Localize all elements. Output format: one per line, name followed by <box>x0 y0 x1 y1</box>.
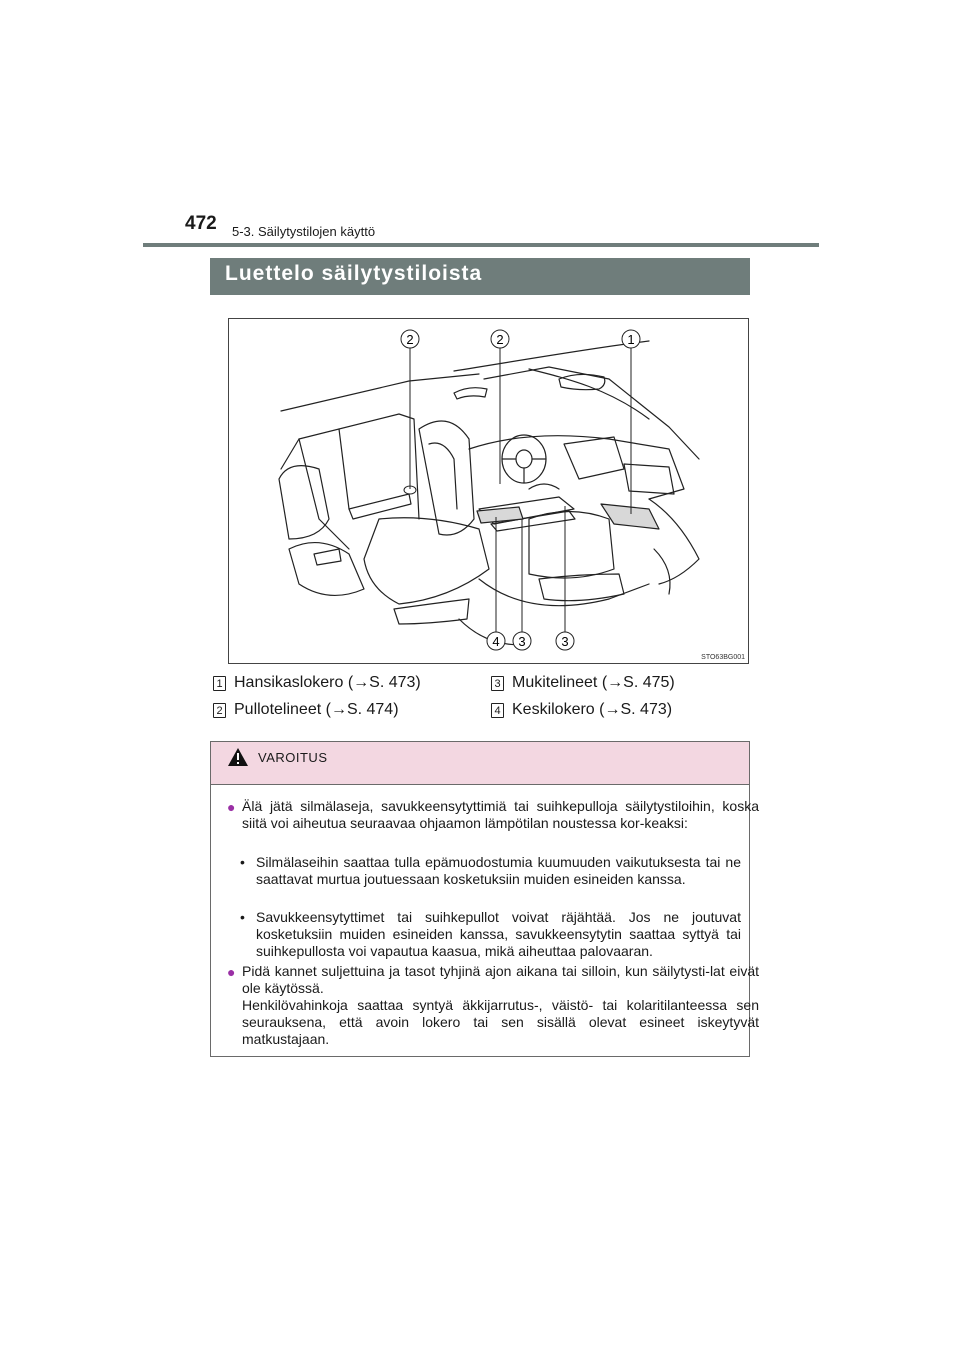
legend-text: Mukitelineet (→S. 475) <box>512 674 675 691</box>
callout-bottom-3 <box>556 632 574 650</box>
callout-top-1 <box>401 330 419 348</box>
callout-label: 1 <box>627 332 635 347</box>
legend-text: Keskilokero (→S. 473) <box>512 701 673 718</box>
warning-bullet-text: Henkilövahinkoja saattaa syntyä äkkijarrutus-, väistö- tai kolaritilanteessa sen seurauksena, että avoin lokero tai sen sisällä olevat esineet iskeytyvät matkustajaan. <box>242 997 759 1047</box>
warning-subitem-text: Savukkeensytyttimet tai suihkepullot voivat räjähtää. Jos ne joutuvat kosketuksiin muiden esineiden kanssa, savukkeensytytin saattaa syttyä tai suihkepullosta voi vapautua kaasua, mikä aiheuttaa palovaaran. <box>256 909 741 959</box>
callout-bottom-1 <box>487 632 505 650</box>
legend-item-glove-box <box>213 674 421 692</box>
legend-text: Pullotelineet (→S. 474) <box>234 701 399 718</box>
callout-label: 2 <box>496 332 504 347</box>
subitem-marker: • <box>240 909 245 925</box>
callout-label: 3 <box>561 634 569 649</box>
warning-box <box>210 741 759 1057</box>
subitem-marker: • <box>240 854 245 870</box>
warning-subitem-text: Silmälaseihin saattaa tulla epämuodostumia kuumuuden vaikutuksesta tai ne saattavat murtua joutuessaan kosketuksiin muiden esineiden kanssa. <box>256 854 741 887</box>
figure-code: STO63BG001 <box>701 654 745 661</box>
warning-bullet-text: Pidä kannet suljettuina ja tasot tyhjinä ajon aikana tai silloin, kun säilytysti-lat eivät ole käytössä. <box>242 963 759 996</box>
legend-item-cup-holders <box>491 674 675 692</box>
legend-number: 3 <box>491 676 504 691</box>
section-title: Luettelo säilytystiloista <box>210 258 750 295</box>
legend-number: 4 <box>491 703 504 718</box>
callout-bottom-2 <box>513 632 531 650</box>
warning-triangle-icon <box>227 747 249 767</box>
warning-label: VAROITUS <box>258 750 328 765</box>
car-interior-drawing <box>229 319 748 663</box>
callout-label: 3 <box>518 634 526 649</box>
callout-top-2 <box>491 330 509 348</box>
legend-number: 2 <box>213 703 226 718</box>
legend-item-bottle-holders <box>213 701 399 719</box>
section-reference: 5-3. Säilytystilojen käyttö <box>232 224 376 239</box>
interior-illustration <box>228 318 749 664</box>
page-number: 472 <box>185 213 217 234</box>
header-divider <box>143 243 819 247</box>
bullet-dot-icon: ● <box>227 799 236 815</box>
callout-top-3 <box>622 330 640 348</box>
legend-text: Hansikaslokero (→S. 473) <box>234 674 421 691</box>
legend-number: 1 <box>213 676 226 691</box>
bullet-dot-icon: ● <box>227 964 236 980</box>
warning-header <box>211 742 749 785</box>
callout-label: 2 <box>406 332 414 347</box>
warning-bullet-text: Älä jätä silmälaseja, savukkeensytyttimiä tai suihkepulloja säilytystiloihin, koska siitä voi aiheutua seuraavaa ohjaamon lämpötilan noustessa kor-keaksi: <box>242 798 759 831</box>
legend-item-console-box <box>491 701 672 719</box>
callout-label: 4 <box>492 634 500 649</box>
